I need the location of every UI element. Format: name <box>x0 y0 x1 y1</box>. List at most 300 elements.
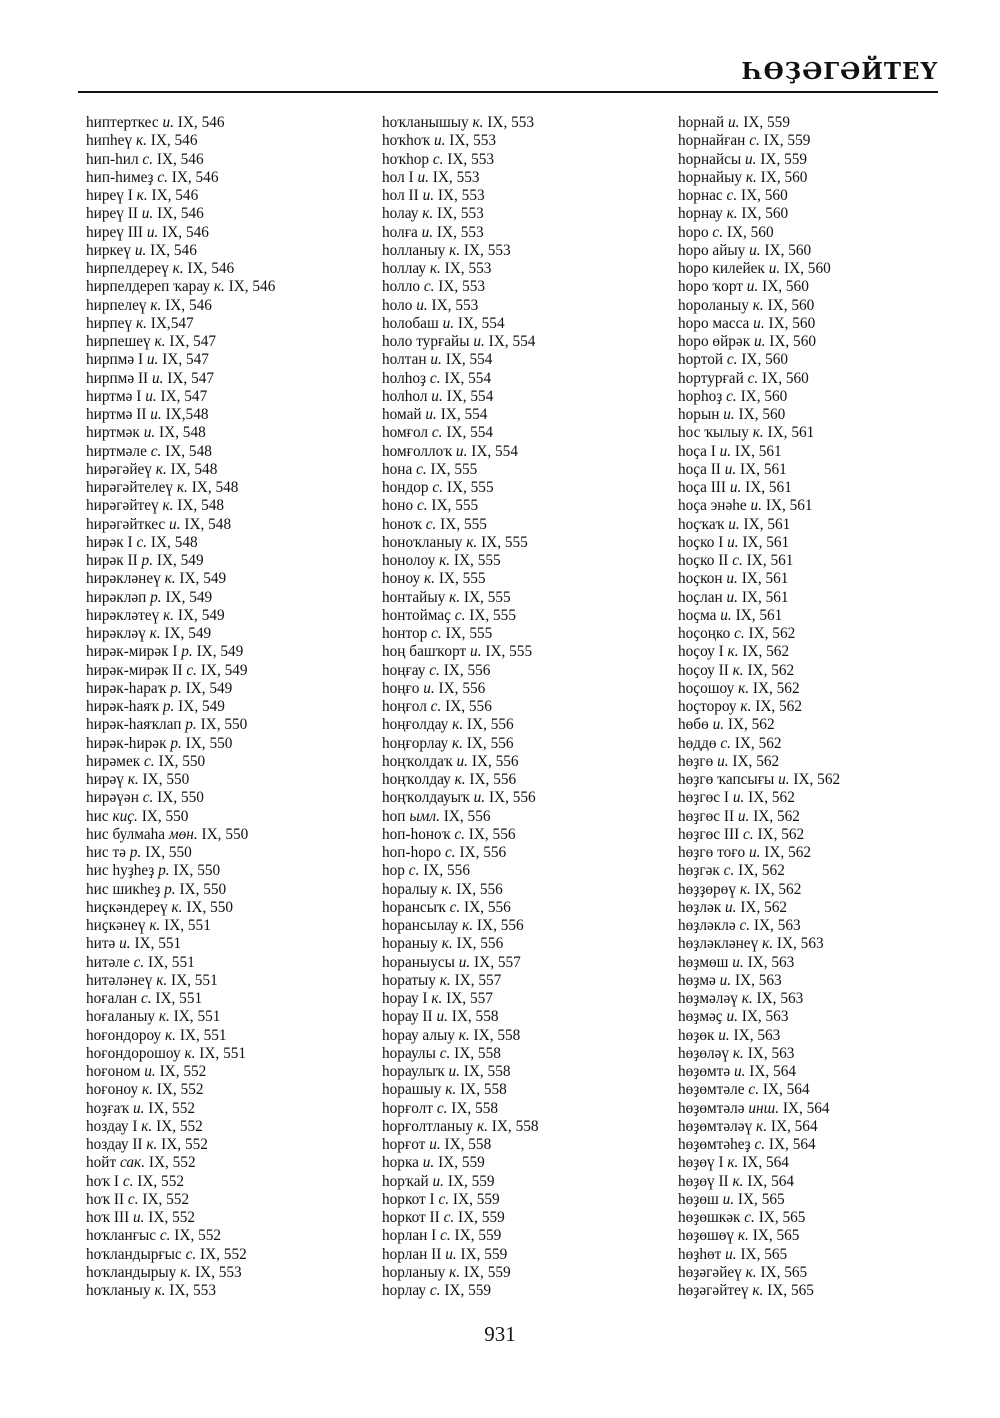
entry-reference: IX, 550 <box>141 844 192 861</box>
entry-headword: һорашыу <box>382 1081 442 1099</box>
entry-pos-abbr: к. <box>449 588 461 606</box>
entry-headword: һоло <box>382 296 413 314</box>
entry-headword: һирәк-һирәк <box>86 734 167 752</box>
entry-headword: һорнас <box>678 187 723 204</box>
entry-reference: IX, 550 <box>196 716 248 734</box>
entry-reference: IX, 553 <box>483 114 535 131</box>
entry-headword: һиптерткес <box>86 114 159 131</box>
entry-headword: һиркеү <box>86 241 131 259</box>
entry-reference: IX, 558 <box>469 1026 521 1044</box>
entry-pos-abbr: и. <box>146 351 159 369</box>
entry-reference: IX, 548 <box>155 424 206 442</box>
entry-reference: IX, 550 <box>153 789 204 807</box>
index-entry <box>382 1154 682 1172</box>
index-entry <box>382 151 682 169</box>
index-entry <box>678 808 978 826</box>
index-entry <box>86 315 386 333</box>
entry-headword: һис һуҙһеҙ <box>86 862 155 880</box>
entry-pos-abbr: с. <box>744 1209 755 1226</box>
entry-reference: IX, 551 <box>151 990 203 1007</box>
entry-pos-abbr: и. <box>151 369 164 387</box>
entry-reference: IX, 561 <box>741 479 792 496</box>
entry-headword: һоҙғаҡ <box>86 1099 130 1117</box>
entry-reference: IX, 554 <box>442 387 494 405</box>
entry-headword: һөҙмәҫ <box>678 1008 723 1026</box>
entry-pos-abbr: и. <box>143 424 156 442</box>
entry-headword: һоно <box>382 497 414 515</box>
entry-pos-abbr: с. <box>734 625 745 642</box>
index-entry <box>86 1264 386 1282</box>
index-entry <box>678 589 978 607</box>
entry-headword: һөддө <box>678 734 717 752</box>
index-entry <box>86 187 386 205</box>
index-entry <box>678 789 978 807</box>
entry-pos-abbr: к. <box>141 1081 153 1099</box>
index-column-2 <box>382 114 682 1300</box>
entry-pos-abbr: и. <box>745 150 757 168</box>
entry-headword: һитәле <box>86 953 130 971</box>
entry-pos-abbr: к. <box>752 1282 764 1299</box>
entry-pos-abbr: к. <box>445 1081 457 1099</box>
entry-reference: IX, 551 <box>144 953 195 971</box>
entry-headword: һирпеү <box>86 314 133 332</box>
entry-headword: һиреү III <box>86 223 144 241</box>
entry-headword: һоноҡ <box>382 515 422 533</box>
entry-headword: һөҙөмтәле <box>678 1081 745 1099</box>
index-entry <box>382 862 682 880</box>
entry-headword: һоңғол <box>382 698 427 715</box>
entry-reference: IX, 555 <box>481 643 533 661</box>
entry-headword: һис шикһеҙ <box>86 880 161 898</box>
entry-pos-abbr: к. <box>732 1044 744 1062</box>
index-entry <box>678 917 978 935</box>
entry-headword: һорау I <box>382 990 428 1007</box>
entry-headword: һөҙгөс III <box>678 825 740 843</box>
entry-pos-abbr: к. <box>150 296 162 314</box>
entry-reference: IX, 546 <box>161 296 212 314</box>
entry-headword: һоҡланышыу <box>382 114 469 131</box>
index-entry <box>382 881 682 899</box>
entry-headword: һоңҡолдаҡ <box>382 752 453 770</box>
entry-pos-abbr: с. <box>429 661 440 679</box>
entry-reference: IX, 560 <box>734 406 786 423</box>
index-entry <box>678 151 978 169</box>
entry-pos-abbr: к. <box>741 990 753 1007</box>
entry-reference: IX, 551 <box>160 917 211 934</box>
entry-headword: һоҫкон <box>678 570 723 588</box>
entry-reference: IX, 550 <box>154 752 206 770</box>
entry-reference: IX, 559 <box>434 1154 485 1172</box>
index-entry <box>382 333 682 351</box>
entry-reference: IX, 561 <box>737 570 789 588</box>
entry-pos-abbr: и. <box>445 1245 457 1263</box>
entry-headword: һөҙөшөү <box>678 1227 735 1245</box>
entry-pos-abbr: к. <box>158 1008 170 1026</box>
entry-headword: һөҙөмтәлә <box>678 1099 745 1117</box>
entry-reference: IX, 551 <box>176 1026 227 1044</box>
entry-headword: һонтайыу <box>382 588 446 606</box>
index-column-1 <box>86 114 386 1300</box>
entry-reference: IX, 559 <box>456 1245 508 1263</box>
entry-reference: IX, 556 <box>455 844 507 861</box>
entry-pos-abbr: и. <box>728 515 740 533</box>
index-entry <box>86 443 386 461</box>
entry-headword: һоң башҡорт <box>382 643 467 661</box>
entry-headword: һорнай <box>678 114 725 131</box>
index-entry <box>86 808 386 826</box>
entry-pos-abbr: и. <box>425 406 437 423</box>
index-entry <box>678 716 978 734</box>
entry-reference: IX, 546 <box>153 150 204 168</box>
entry-reference: IX, 560 <box>758 369 809 387</box>
entry-reference: IX, 558 <box>450 1044 501 1062</box>
entry-pos-abbr: с. <box>449 898 461 916</box>
entry-headword: һоҫоу II <box>678 661 729 679</box>
entry-headword: һөҙөшкәк <box>678 1209 741 1226</box>
entry-reference: IX, 564 <box>738 1154 789 1172</box>
entry-headword: һөҙөш <box>678 1190 719 1208</box>
entry-reference: IX, 554 <box>467 442 518 460</box>
entry-reference: IX, 555 <box>460 588 511 606</box>
entry-headword: һирәк-һараҡ <box>86 679 167 697</box>
entry-headword: һорау II <box>382 1008 433 1026</box>
entry-reference: IX, 556 <box>468 752 519 770</box>
entry-headword: һоҫоңко <box>678 625 731 642</box>
entry-reference: IX, 564 <box>765 1136 816 1153</box>
entry-pos-abbr: с. <box>416 460 427 478</box>
index-entry <box>86 990 386 1008</box>
entry-pos-abbr: к. <box>146 1136 158 1153</box>
entry-reference: IX, 552 <box>152 1117 203 1135</box>
index-entry <box>678 1045 978 1063</box>
entry-pos-abbr: с. <box>739 917 751 934</box>
entry-pos-abbr: и. <box>448 1063 460 1080</box>
entry-pos-abbr: с. <box>416 497 428 515</box>
index-entry <box>86 643 386 661</box>
entry-headword: һирпешеү <box>86 333 151 350</box>
entry-pos-abbr: с. <box>140 990 152 1007</box>
entry-pos-abbr: к. <box>726 205 738 223</box>
entry-headword: һоҫа III <box>678 479 726 496</box>
entry-reference: IX, 559 <box>756 150 808 168</box>
entry-reference: IX, 556 <box>434 679 486 697</box>
index-entry <box>86 917 386 935</box>
entry-headword: һиртмә I <box>86 387 142 405</box>
index-entry <box>678 662 978 680</box>
entry-pos-abbr: к. <box>135 314 147 332</box>
index-entry <box>382 643 682 661</box>
entry-pos-abbr: к. <box>472 114 484 131</box>
entry-pos-abbr: сак. <box>120 1154 146 1172</box>
index-entry <box>86 552 386 570</box>
entry-headword: һөҙләк <box>678 898 722 916</box>
index-entry <box>86 260 386 278</box>
entry-pos-abbr: к. <box>439 552 451 569</box>
entry-headword: һоздау I <box>86 1117 138 1135</box>
entry-pos-abbr: к. <box>135 132 147 150</box>
index-entry <box>678 1081 978 1099</box>
entry-pos-abbr: р. <box>141 552 154 569</box>
index-entry <box>678 351 978 369</box>
index-entry <box>678 534 978 552</box>
entry-pos-abbr: к. <box>164 570 176 588</box>
entry-pos-abbr: к. <box>762 935 774 953</box>
index-entry <box>382 132 682 150</box>
entry-headword: һиртмә II <box>86 406 147 423</box>
entry-headword: һирәкләп <box>86 588 147 606</box>
entry-pos-abbr: к. <box>462 917 474 934</box>
entry-reference: IX, 553 <box>445 132 497 150</box>
entry-headword: һораныу <box>382 935 438 953</box>
entry-reference: IX, 560 <box>723 223 774 241</box>
entry-pos-abbr: и. <box>145 387 157 405</box>
entry-reference: IX, 549 <box>160 625 212 642</box>
entry-headword: һөҙгө ҡапсығы <box>678 771 775 788</box>
entry-reference: IX, 552 <box>138 1190 190 1208</box>
index-entry <box>382 351 682 369</box>
entry-headword: һирәгәйткес <box>86 515 166 533</box>
entry-reference: IX, 556 <box>452 935 504 953</box>
index-entry <box>678 954 978 972</box>
entry-reference: IX, 559 <box>454 1209 505 1226</box>
index-entry <box>86 680 386 698</box>
entry-reference: IX, 554 <box>440 369 492 387</box>
entry-pos-abbr: р. <box>170 734 182 752</box>
index-entry <box>86 1008 386 1026</box>
index-entry <box>382 1264 682 1282</box>
entry-pos-abbr: с. <box>432 479 444 496</box>
entry-headword: һомғол <box>382 424 429 442</box>
entry-reference: IX, 562 <box>724 716 775 734</box>
index-entry <box>382 698 682 716</box>
entry-reference: IX, 559 <box>444 1172 495 1190</box>
entry-reference: IX,547 <box>146 314 194 332</box>
entry-pos-abbr: с. <box>720 734 731 752</box>
entry-headword: һорлау <box>382 1282 427 1299</box>
entry-pos-abbr: и. <box>746 278 759 296</box>
entry-pos-abbr: к. <box>155 460 167 478</box>
entry-headword: һоғоном <box>86 1063 141 1080</box>
index-entry <box>678 1136 978 1154</box>
index-entry <box>86 1282 386 1300</box>
index-entry <box>86 169 386 187</box>
index-entry <box>86 242 386 260</box>
entry-pos-abbr: к. <box>176 479 188 496</box>
index-entry <box>678 1191 978 1209</box>
entry-headword: һөҙмә <box>678 971 716 989</box>
entry-headword: һоҡ III <box>86 1209 130 1226</box>
entry-reference: IX, 561 <box>739 515 791 533</box>
entry-headword: һоро ҡорт <box>678 278 743 296</box>
entry-pos-abbr: и. <box>416 296 428 314</box>
index-entry <box>382 1209 682 1227</box>
index-entry <box>678 1154 978 1172</box>
entry-pos-abbr: и. <box>726 588 739 606</box>
index-entry <box>382 589 682 607</box>
entry-headword: һөҙгәк <box>678 862 720 880</box>
entry-reference: IX, 549 <box>181 679 233 697</box>
entry-reference: IX, 563 <box>731 971 782 989</box>
entry-headword: һораулыҡ <box>382 1063 445 1080</box>
entry-reference: IX, 556 <box>485 789 536 807</box>
entry-pos-abbr: к. <box>441 880 453 898</box>
entry-pos-abbr: к. <box>466 533 478 551</box>
entry-headword: һолобаш <box>382 314 439 332</box>
index-entry <box>382 844 682 862</box>
index-entry <box>86 1173 386 1191</box>
entry-pos-abbr: и. <box>431 387 443 405</box>
entry-reference: IX,548 <box>161 406 209 423</box>
index-entry <box>678 771 978 789</box>
entry-headword: һитәләнеү <box>86 971 153 989</box>
entry-pos-abbr: с. <box>144 752 155 770</box>
entry-pos-abbr: и. <box>778 771 790 788</box>
index-entry <box>86 735 386 753</box>
entry-reference: IX, 551 <box>167 971 218 989</box>
entry-pos-abbr: и. <box>141 205 154 223</box>
index-entry <box>382 1282 682 1300</box>
entry-reference: IX, 560 <box>765 333 816 350</box>
entry-reference: IX, 546 <box>153 205 204 223</box>
entry-headword: һоңғо <box>382 679 420 697</box>
entry-pos-abbr: к. <box>745 1263 757 1281</box>
entry-reference: IX, 547 <box>156 387 208 405</box>
index-column-3 <box>678 114 978 1300</box>
entry-pos-abbr: к. <box>171 898 183 916</box>
index-entry <box>678 516 978 534</box>
entry-headword: һоҫа II <box>678 460 721 478</box>
entry-reference: IX, 560 <box>737 351 789 369</box>
entry-pos-abbr: и. <box>430 351 442 369</box>
entry-reference: IX, 562 <box>750 880 802 898</box>
index-entry <box>382 1063 682 1081</box>
entry-headword: һирәк-мирәк II <box>86 661 183 679</box>
index-entry <box>382 1027 682 1045</box>
index-entry <box>382 826 682 844</box>
entry-headword: һирпелдереү <box>86 260 169 277</box>
entry-headword: һоңғолдау <box>382 716 449 734</box>
entry-headword: һоғондорошоу <box>86 1044 181 1062</box>
index-entry <box>382 205 682 223</box>
entry-pos-abbr: и. <box>723 406 735 423</box>
entry-pos-abbr: с. <box>430 698 442 715</box>
entry-headword: һорлан II <box>382 1245 442 1263</box>
entry-pos-abbr: и. <box>473 333 485 350</box>
entry-reference: IX, 562 <box>736 898 788 916</box>
entry-pos-abbr: к. <box>141 1117 153 1135</box>
index-entry <box>382 187 682 205</box>
index-entry <box>86 278 386 296</box>
entry-pos-abbr: и. <box>417 168 429 186</box>
entry-reference: IX, 561 <box>738 533 790 551</box>
entry-pos-abbr: р. <box>158 862 170 880</box>
entry-pos-abbr: с. <box>454 606 466 624</box>
index-entry <box>382 625 682 643</box>
entry-reference: IX, 548 <box>161 442 212 460</box>
index-entry <box>86 844 386 862</box>
index-entry <box>86 789 386 807</box>
entry-headword: һоҫоу I <box>678 643 724 661</box>
index-entry <box>678 1282 978 1300</box>
entry-pos-abbr: и. <box>473 789 486 807</box>
entry-headword: һөҙөләү <box>678 1044 730 1062</box>
index-entry <box>678 844 978 862</box>
entry-headword: һортой <box>678 351 724 369</box>
entry-reference: IX, 550 <box>169 862 221 880</box>
entry-reference: IX, 556 <box>473 917 524 934</box>
index-entry <box>678 643 978 661</box>
entry-reference: IX, 551 <box>130 935 182 953</box>
index-entry <box>86 461 386 479</box>
entry-pos-abbr: и. <box>720 606 732 624</box>
entry-headword: һип-һил <box>86 150 139 168</box>
entry-pos-abbr: к. <box>422 205 434 223</box>
entry-pos-abbr: к. <box>431 990 443 1007</box>
entry-reference: IX, 549 <box>192 643 244 661</box>
entry-headword: һойт <box>86 1154 117 1172</box>
index-entry <box>678 169 978 187</box>
entry-headword: һорнау <box>678 205 723 223</box>
index-entry <box>86 297 386 315</box>
entry-reference: IX, 561 <box>742 552 794 569</box>
entry-pos-abbr: с. <box>429 369 441 387</box>
index-entry <box>86 1246 386 1264</box>
index-entry <box>86 388 386 406</box>
index-entry <box>86 862 386 880</box>
index-entry <box>86 1154 386 1172</box>
entry-pos-abbr: и. <box>717 752 729 770</box>
entry-pos-abbr: к. <box>476 1117 488 1135</box>
entry-reference: IX, 565 <box>734 1190 785 1208</box>
entry-pos-abbr: к. <box>449 241 461 259</box>
entry-reference: IX, 551 <box>169 1008 221 1026</box>
entry-reference: IX, 561 <box>731 606 783 624</box>
index-entry <box>86 826 386 844</box>
index-entry <box>678 424 978 442</box>
entry-reference: IX, 552 <box>155 1063 207 1080</box>
index-entry <box>678 1246 978 1264</box>
entry-headword: һоро <box>678 223 709 241</box>
entry-pos-abbr: к. <box>180 1263 192 1281</box>
entry-headword: һип-һимеҙ <box>86 168 154 186</box>
entry-pos-abbr: к. <box>172 260 184 277</box>
index-entry <box>678 881 978 899</box>
entry-headword: һондор <box>382 479 429 496</box>
entry-reference: IX, 556 <box>463 716 514 734</box>
entry-pos-abbr: инш. <box>748 1099 780 1117</box>
index-entry <box>382 534 682 552</box>
entry-pos-abbr: и. <box>733 1063 746 1080</box>
entry-pos-abbr: с. <box>440 1227 451 1245</box>
entry-pos-abbr: с. <box>712 223 724 241</box>
entry-reference: IX, 556 <box>465 771 517 788</box>
index-entry <box>678 315 978 333</box>
entry-pos-abbr: с. <box>431 625 442 642</box>
entry-reference: IX, 555 <box>450 552 501 569</box>
entry-reference: IX, 549 <box>197 661 248 679</box>
entry-reference: IX, 564 <box>767 1117 818 1135</box>
entry-headword: һоңҡолдау <box>382 771 451 788</box>
entry-headword: һоҡһор <box>382 150 430 168</box>
entry-reference: IX, 562 <box>744 789 795 807</box>
index-entry <box>678 1227 978 1245</box>
entry-headword: һомай <box>382 406 422 423</box>
index-entry <box>678 388 978 406</box>
index-entry <box>678 972 978 990</box>
index-entry <box>86 1045 386 1063</box>
index-entry <box>382 680 682 698</box>
index-entry <box>86 351 386 369</box>
